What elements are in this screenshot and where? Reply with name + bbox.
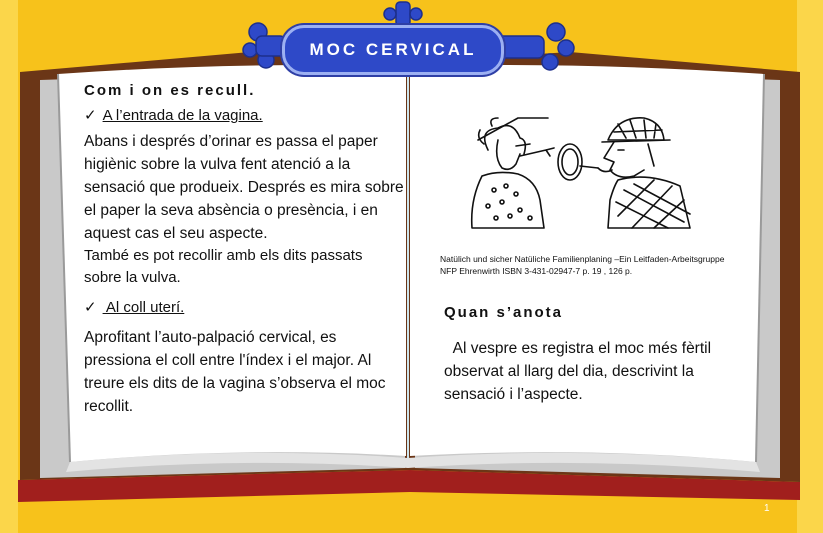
- checkmark-icon: ✓: [84, 299, 97, 316]
- section-heading-how-where: Com i on es recull.: [84, 82, 256, 99]
- checklist-item-label: Al coll uterí.: [102, 299, 185, 316]
- page-title: MOC CERVICAL: [309, 40, 477, 59]
- image-caption: Natülich und sicher Natüliche Familienplaning –Ein Leitfaden-Arbeitsgruppe NFP Ehrenwirth ISBN 3-431-02947-7 p. 19 , 126 p.: [440, 254, 725, 276]
- title-banner: [282, 25, 504, 75]
- cartoon-magnifying-glass-image: [458, 110, 698, 235]
- paragraph-fingers-method: També es pot recollir amb els dits passats sobre la vulva.: [84, 247, 363, 286]
- checklist-item-cervix: [84, 298, 404, 316]
- page-number: 1: [764, 503, 770, 514]
- banner-top-ornament-icon: [384, 2, 422, 26]
- paragraph-vagina-method: Abans i després d’orinar es passa el paper higiènic sobre la vulva fent atenció a la sensació que produeix. Després es mira sobre el paper la seva absència o presència, i en aquest cas el seu aspecte.: [84, 133, 404, 242]
- section-heading-when: Quan s’anota: [444, 304, 564, 321]
- paragraph-when-recorded: Al vespre es registra el moc més fèrtil observat al llarg del dia, descrivint la sensació i l’aspecte.: [444, 340, 716, 403]
- checklist-item-vagina: [84, 106, 404, 124]
- checklist-item-label: A l’entrada de la vagina.: [102, 107, 263, 124]
- checkmark-icon: ✓: [84, 107, 97, 124]
- left-page-content: [84, 82, 404, 418]
- paragraph-cervix-method: Aprofitant l’auto-palpació cervical, es pressiona el coll entre l'índex i el major. Al treure els dits de la vagina s’observa el moc recollit.: [84, 329, 386, 415]
